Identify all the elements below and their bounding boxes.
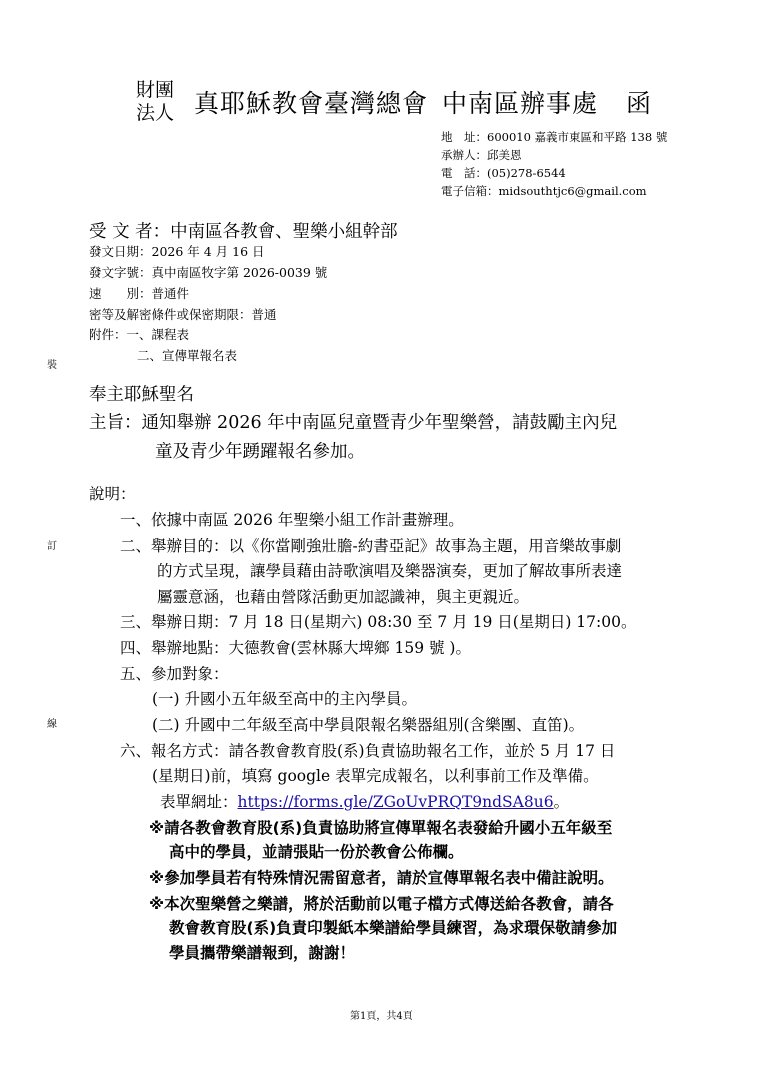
item-5: 五、參加對象： bbox=[120, 665, 229, 683]
greeting: 奉主耶穌聖名 bbox=[89, 385, 194, 405]
recipient-line: 受 文 者：中南區各教會、聖樂小組幹部 bbox=[89, 222, 398, 242]
item-2-line-1: 二、舉辦目的：以《你當剛強壯膽-約書亞記》故事為主題，用音樂故事劇 bbox=[120, 537, 622, 555]
item-1: 一、依據中南區 2026 年聖樂小組工作計畫辦理。 bbox=[120, 511, 464, 529]
org-type-line1: 財團 bbox=[136, 79, 175, 101]
item-5-sub-1: (一) 升國小五年級至高中的主內學員。 bbox=[152, 690, 418, 708]
side-mark-zhuang: 裝 bbox=[47, 360, 57, 371]
contact-address: 地 址：600010 嘉義市東區和平路 138 號 bbox=[441, 130, 668, 144]
form-url-line bbox=[160, 790, 569, 816]
attachment-2: 二、宣傳單報名表 bbox=[137, 348, 238, 363]
form-url-link[interactable]: https://forms.gle/ZGoUvPRQT9ndSA8u6 bbox=[237, 793, 554, 811]
attachment-1: 附件：一、課程表 bbox=[89, 327, 190, 342]
note-1-line-2: 高中的學員，並請張貼一份於教會公佈欄。 bbox=[169, 843, 464, 861]
contact-email: 電子信箱：midsouthtjc6@gmail.com bbox=[441, 184, 647, 198]
page-footer: 第1頁，共4頁 bbox=[350, 1011, 413, 1022]
speed-class: 速 別：普通件 bbox=[89, 286, 190, 301]
note-2: ※參加學員若有特殊情況需留意者，請於宣傳單報名表中備註說明。 bbox=[149, 869, 614, 887]
doc-number: 發文字號：真中南區牧字第 2026-0039 號 bbox=[89, 265, 328, 280]
side-mark-ding: 訂 bbox=[47, 541, 57, 552]
doc-header-title bbox=[194, 84, 652, 120]
item-2-line-3: 屬靈意涵，也藉由營隊活動更加認識神，與主更親近。 bbox=[157, 588, 530, 606]
note-1-line-1: ※請各教會教育股(系)負責協助將宣傳單報名表發給升國小五年級至 bbox=[149, 819, 613, 837]
org-name: 真耶穌教會臺灣總會 bbox=[194, 89, 429, 118]
explain-label: 說明： bbox=[89, 485, 136, 503]
office-name: 中南區辦事處 bbox=[442, 89, 599, 118]
item-5-sub-2: (二) 升國中二年級至高中學員限報名樂器組別(含樂團、直笛)。 bbox=[152, 716, 585, 734]
item-6-line-2: (星期日)前，填寫 google 表單完成報名，以利事前工作及準備。 bbox=[152, 767, 599, 785]
side-mark-xian: 線 bbox=[47, 719, 57, 730]
note-3-line-1: ※本次聖樂營之樂譜，將於活動前以電子檔方式傳送給各教會，請各 bbox=[149, 895, 614, 913]
issue-date: 發文日期：2026 年 4 月 16 日 bbox=[89, 244, 265, 259]
form-url-label: 表單網址： bbox=[160, 793, 238, 811]
item-6-line-1: 六、報名方式：請各教會教育股(系)負責協助報名工作，並於 5 月 17 日 bbox=[120, 742, 616, 760]
note-3-line-3: 學員攜帶樂譜報到，謝謝！ bbox=[169, 944, 356, 962]
item-3: 三、舉辦日期：7 月 18 日(星期六) 08:30 至 7 月 19 日(星期日) 17:00。 bbox=[120, 613, 637, 631]
contact-phone: 電 話：(05)278-6544 bbox=[441, 166, 566, 180]
subject-line-1: 主旨：通知舉辦 2026 年中南區兒童暨青少年聖樂營，請鼓勵主內兒 bbox=[89, 413, 618, 433]
form-url-end: 。 bbox=[553, 793, 570, 811]
note-3-line-2: 教會教育股(系)負責印製紙本樂譜給學員練習，為求環保敬請參加 bbox=[169, 919, 618, 937]
secrecy-level: 密等及解密條件或保密期限：普通 bbox=[89, 307, 277, 322]
item-4: 四、舉辦地點：大德教會(雲林縣大埤鄉 159 號 )。 bbox=[120, 639, 471, 657]
item-2-line-2: 的方式呈現，讓學員藉由詩歌演唱及樂器演奏，更加了解故事所表達 bbox=[157, 562, 623, 580]
contact-handler: 承辦人：邱美恩 bbox=[441, 148, 522, 162]
subject-line-2: 童及青少年踴躍報名參加。 bbox=[155, 442, 365, 462]
org-type-line2: 法人 bbox=[136, 102, 175, 124]
doc-type: 函 bbox=[626, 89, 653, 118]
